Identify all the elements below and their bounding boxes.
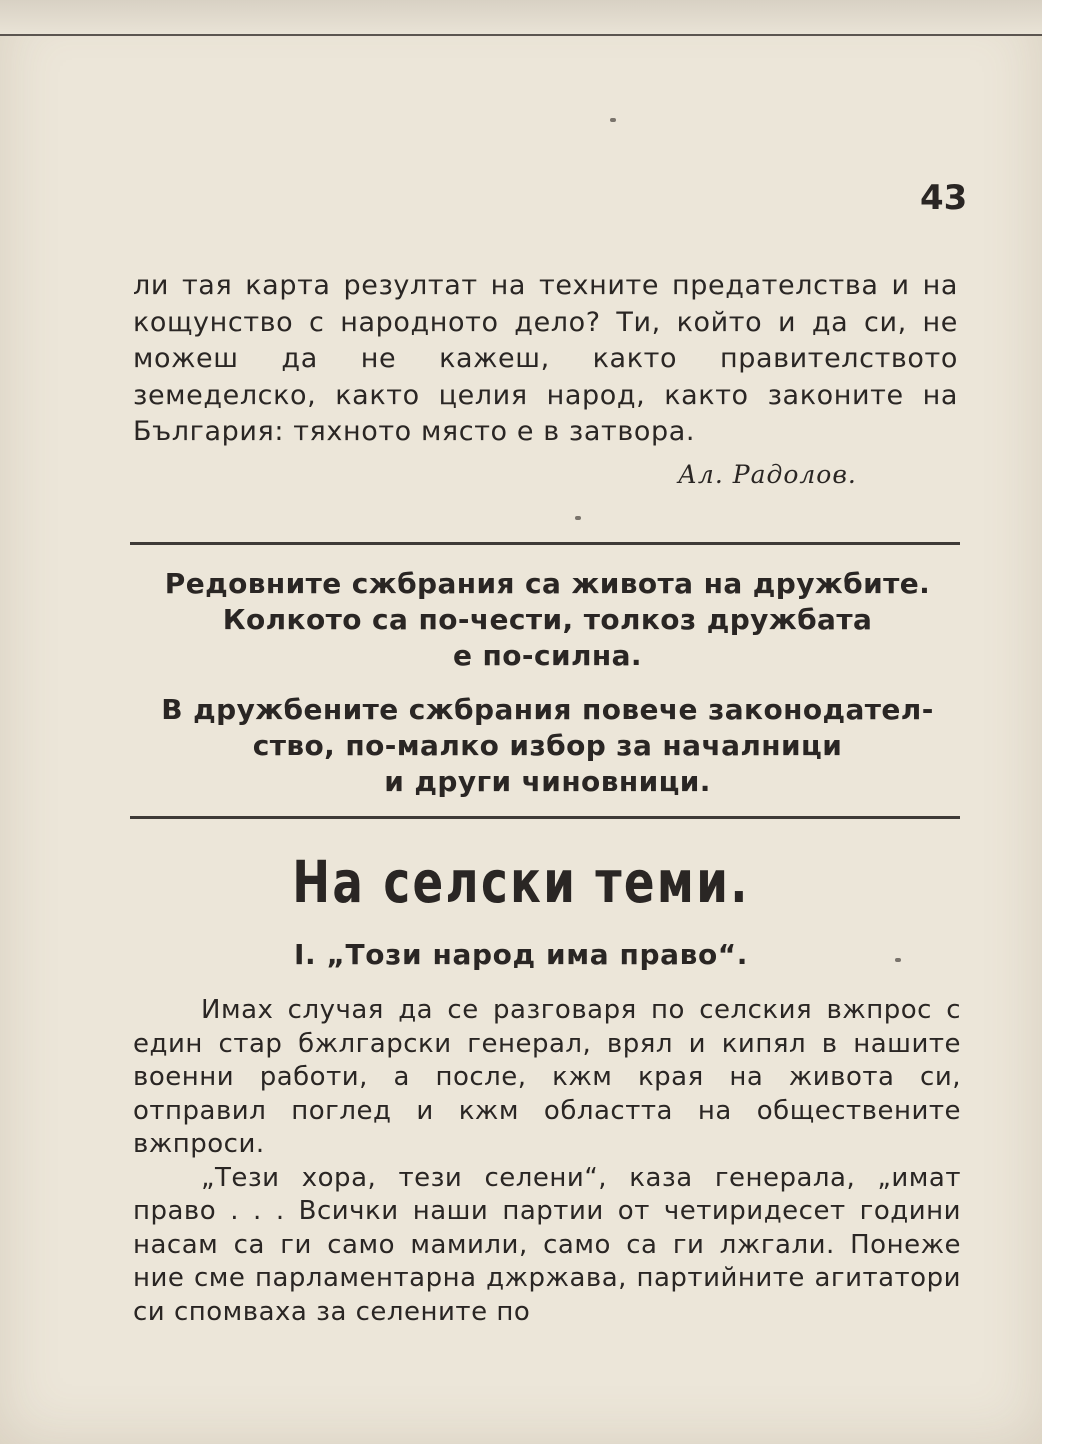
notice-line: ство, по-малко избор за началници xyxy=(252,729,843,762)
article-paragraph: „Тези хора, тези селени“, каза генерала, „имат право . . . Всички наши партии от четиридесет години насам са ги само мамили, само са ги лжгали. Понеже ние сме парламентарна джржава, партийните агитатори си спомваха за селените по xyxy=(133,1162,961,1327)
notice-line: В дружбените сжбрания повече законодател- xyxy=(161,693,934,726)
page-number: 43 xyxy=(920,178,968,218)
divider-rule xyxy=(130,542,960,545)
notice-legislation xyxy=(125,692,970,800)
notice-meetings xyxy=(125,566,970,674)
quote-text: ли тая карта резултат на техните предателства и на кощунство с народното дело? Ти, който и да си, не можеш да не кажеш, както правителството земеделско, както целия народ, както законите на България: тяхното място е в затвора. xyxy=(133,270,958,447)
page-top-edge xyxy=(0,0,1042,36)
print-speck xyxy=(575,516,581,520)
notice-line: и други чиновници. xyxy=(384,765,711,798)
article-heading: На селски теми. xyxy=(292,848,750,916)
notice-line: Редовните сжбрания са живота на дружбите. xyxy=(164,567,931,600)
article-subheading: I. „Този народ има право“. xyxy=(293,938,749,971)
quote-author: Ал. Радолов. xyxy=(678,460,857,489)
article-body xyxy=(133,994,961,1329)
print-speck xyxy=(610,118,616,122)
notice-line: е по-силна. xyxy=(453,639,642,672)
quote-block xyxy=(133,268,958,451)
print-speck xyxy=(895,958,901,962)
notice-line: Колкото са по-чести, толкоз дружбата xyxy=(222,603,873,636)
article-paragraph: Имах случая да се разговаря по селския вжпрос с един стар бжлгарски генерал, врял и кипял в нашите военни работи, а после, кжм края на живота си, отправил поглед и кжм областта на обществените вжпроси. xyxy=(133,995,961,1159)
divider-rule xyxy=(130,816,960,819)
